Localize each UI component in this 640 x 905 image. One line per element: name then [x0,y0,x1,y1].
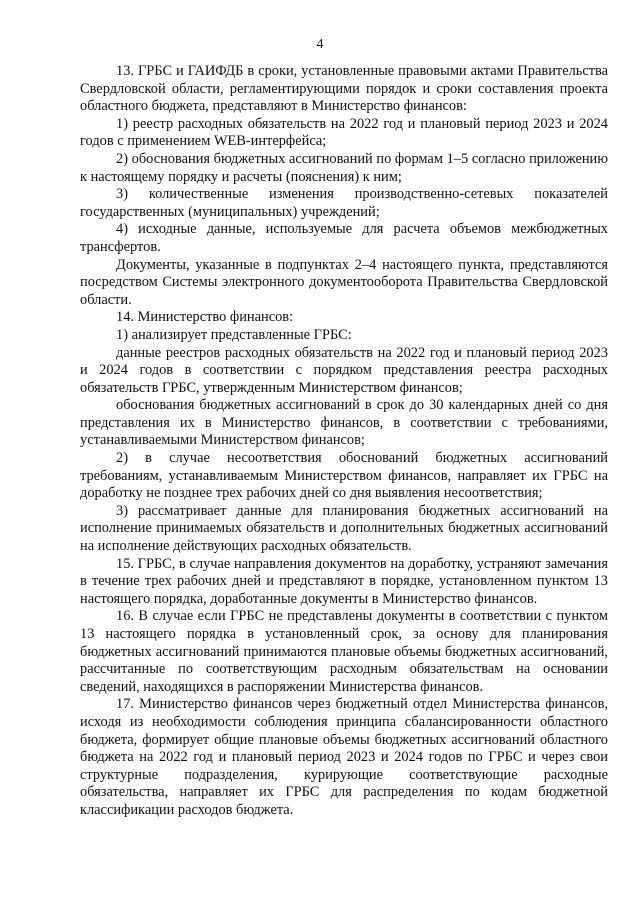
list-item-14-1: 1) анализирует представленные ГРБС: [116,326,352,343]
list-item-14-3: 3) рассматривает данные для планирования бюджетных ассигнований на исполнение принимаемых обязательств и дополнительных бюджетных ассигнований на исполнение действующих расходных обязательств. [80,502,608,555]
page-number: 4 [316,37,324,52]
paragraph-14: 14. Министерство финансов: [116,309,294,326]
paragraph-17: 17. Министерство финансов через бюджетный отдел Министерства финансов, исходя из необходимости соблюдения принципа сбалансированности областного бюджета, формирует общие плановые объемы бюджетных ассигнований областного бюджета на 2022 год и плановый период 2023 и 2024 годов по ГРБС и через свои структурные подразделения, курирующие соответствующие расходные обязательства, направляет их ГРБС для распределения по кодам бюджетной классификации расходов бюджета. [80,696,608,818]
list-item-14-2: 2) в случае несоответствия обоснований бюджетных ассигнований требованиям, устанавливаемым Министерством финансов, направляет их ГРБС на доработку не позднее трех рабочих дней со дня выявления несоответствия; [80,450,608,502]
paragraph-13: 13. ГРБС и ГАИФДБ в сроки, установленные правовыми актами Правительства Свердловской области, регламентирующими порядок и сроки составления проекта областного бюджета, представляют в Министерство финансов: [80,63,608,115]
document-body [80,63,608,820]
list-item-14-1-b: обоснования бюджетных ассигнований в срок до 30 календарных дней со дня представления их в Министерство финансов, в соответствии с требованиями, устанавливаемыми Министерством финансов; [80,397,608,449]
list-item-13-2: 2) обоснования бюджетных ассигнований по формам 1–5 согласно приложению к настоящему порядку и расчеты (пояснения) к ним; [80,150,608,185]
paragraph-16: 16. В случае если ГРБС не представлены документы в соответствии с пунктом 13 настоящего порядка в установленный срок, за основу для планирования бюджетных ассигнований принимаются плановые объемы бюджетных ассигнований, рассчитанные по соответствующим расходным обязательствам на основании сведений, находящихся в распоряжении Министерства финансов. [80,608,608,695]
list-item-14-1-a: данные реестров расходных обязательств на 2022 год и плановый период 2023 и 2024 годов в соответствии с порядком представления реестра расходных обязательств ГРБС, утвержденным Министерством финансов; [80,344,608,396]
paragraph-15: 15. ГРБС, в случае направления документов на доработку, устраняют замечания в течение трех рабочих дней и представляют в порядке, установленном пунктом 13 настоящего порядка, доработанные документы в Министерство финансов. [80,555,608,607]
list-item-13-4: 4) исходные данные, используемые для расчета объемов межбюджетных трансфертов. [80,221,608,255]
list-item-13-3: 3) количественные изменения производственно-сетевых показателей государственных (муниципальных) учреждений; [80,186,608,220]
list-item-13-1: 1) реестр расходных обязательств на 2022 год и плановый период 2023 и 2024 годов с применением WEB-интерфейса; [80,115,608,150]
paragraph-13-note: Документы, указанные в подпунктах 2–4 настоящего пункта, представляются посредством Системы электронного документооборота Правительства Свердловской области. [80,256,608,308]
